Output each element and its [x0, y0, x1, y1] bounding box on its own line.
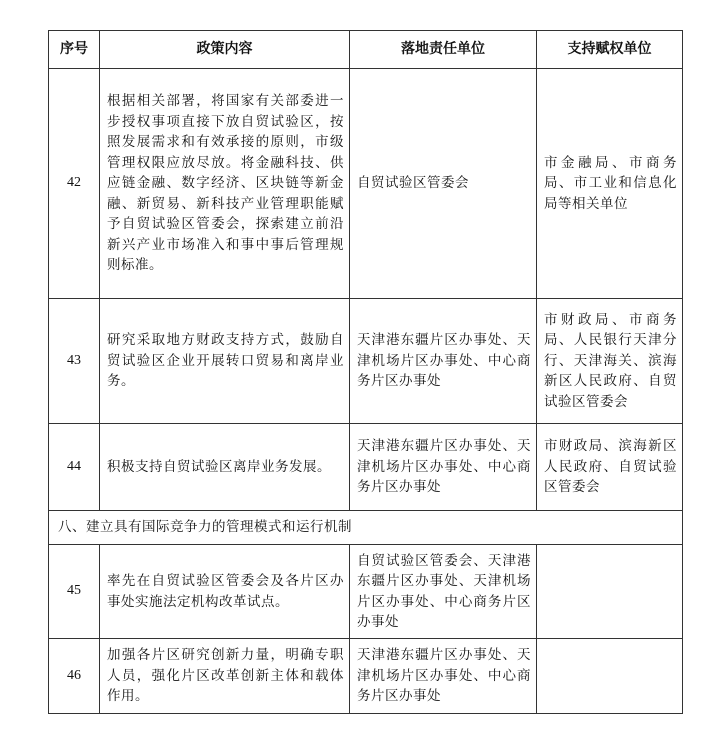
row-number: 45 — [49, 545, 100, 639]
policy-content: 积极支持自贸试验区离岸业务发展。 — [100, 424, 350, 511]
header-row — [49, 31, 683, 69]
responsible-unit: 天津港东疆片区办事处、天津机场片区办事处、中心商务片区办事处 — [350, 639, 537, 714]
table-row — [49, 639, 683, 714]
policy-table — [48, 30, 683, 714]
header-responsible-unit: 落地责任单位 — [350, 31, 537, 69]
section-title: 八、建立具有国际竞争力的管理模式和运行机制 — [49, 511, 683, 545]
table-row — [49, 424, 683, 511]
header-policy-content: 政策内容 — [100, 31, 350, 69]
policy-content: 加强各片区研究创新力量，明确专职人员，强化片区改革创新主体和载体作用。 — [100, 639, 350, 714]
header-number: 序号 — [49, 31, 100, 69]
table-row — [49, 69, 683, 299]
row-number: 43 — [49, 299, 100, 424]
support-unit: 市金融局、市商务局、市工业和信息化局等相关单位 — [537, 69, 683, 299]
header-support-unit: 支持赋权单位 — [537, 31, 683, 69]
table-row — [49, 299, 683, 424]
policy-content: 根据相关部署，将国家有关部委进一步授权事项直接下放自贸试验区，按照发展需求和有效承接的原则，市级管理权限应放尽放。将金融科技、供应链金融、数字经济、区块链等新金融、新贸易、新科技产业管理职能赋予自贸试验区管委会，探索建立前沿新兴产业市场准入和事中事后管理规则标准。 — [100, 69, 350, 299]
policy-content: 研究采取地方财政支持方式，鼓励自贸试验区企业开展转口贸易和离岸业务。 — [100, 299, 350, 424]
support-unit — [537, 545, 683, 639]
responsible-unit: 自贸试验区管委会 — [350, 69, 537, 299]
support-unit — [537, 639, 683, 714]
section-row — [49, 511, 683, 545]
policy-content: 率先在自贸试验区管委会及各片区办事处实施法定机构改革试点。 — [100, 545, 350, 639]
responsible-unit: 天津港东疆片区办事处、天津机场片区办事处、中心商务片区办事处 — [350, 424, 537, 511]
support-unit: 市财政局、滨海新区人民政府、自贸试验区管委会 — [537, 424, 683, 511]
responsible-unit: 自贸试验区管委会、天津港东疆片区办事处、天津机场片区办事处、中心商务片区办事处 — [350, 545, 537, 639]
row-number: 42 — [49, 69, 100, 299]
support-unit: 市财政局、市商务局、人民银行天津分行、天津海关、滨海新区人民政府、自贸试验区管委会 — [537, 299, 683, 424]
row-number: 46 — [49, 639, 100, 714]
row-number: 44 — [49, 424, 100, 511]
table-row — [49, 545, 683, 639]
responsible-unit: 天津港东疆片区办事处、天津机场片区办事处、中心商务片区办事处 — [350, 299, 537, 424]
